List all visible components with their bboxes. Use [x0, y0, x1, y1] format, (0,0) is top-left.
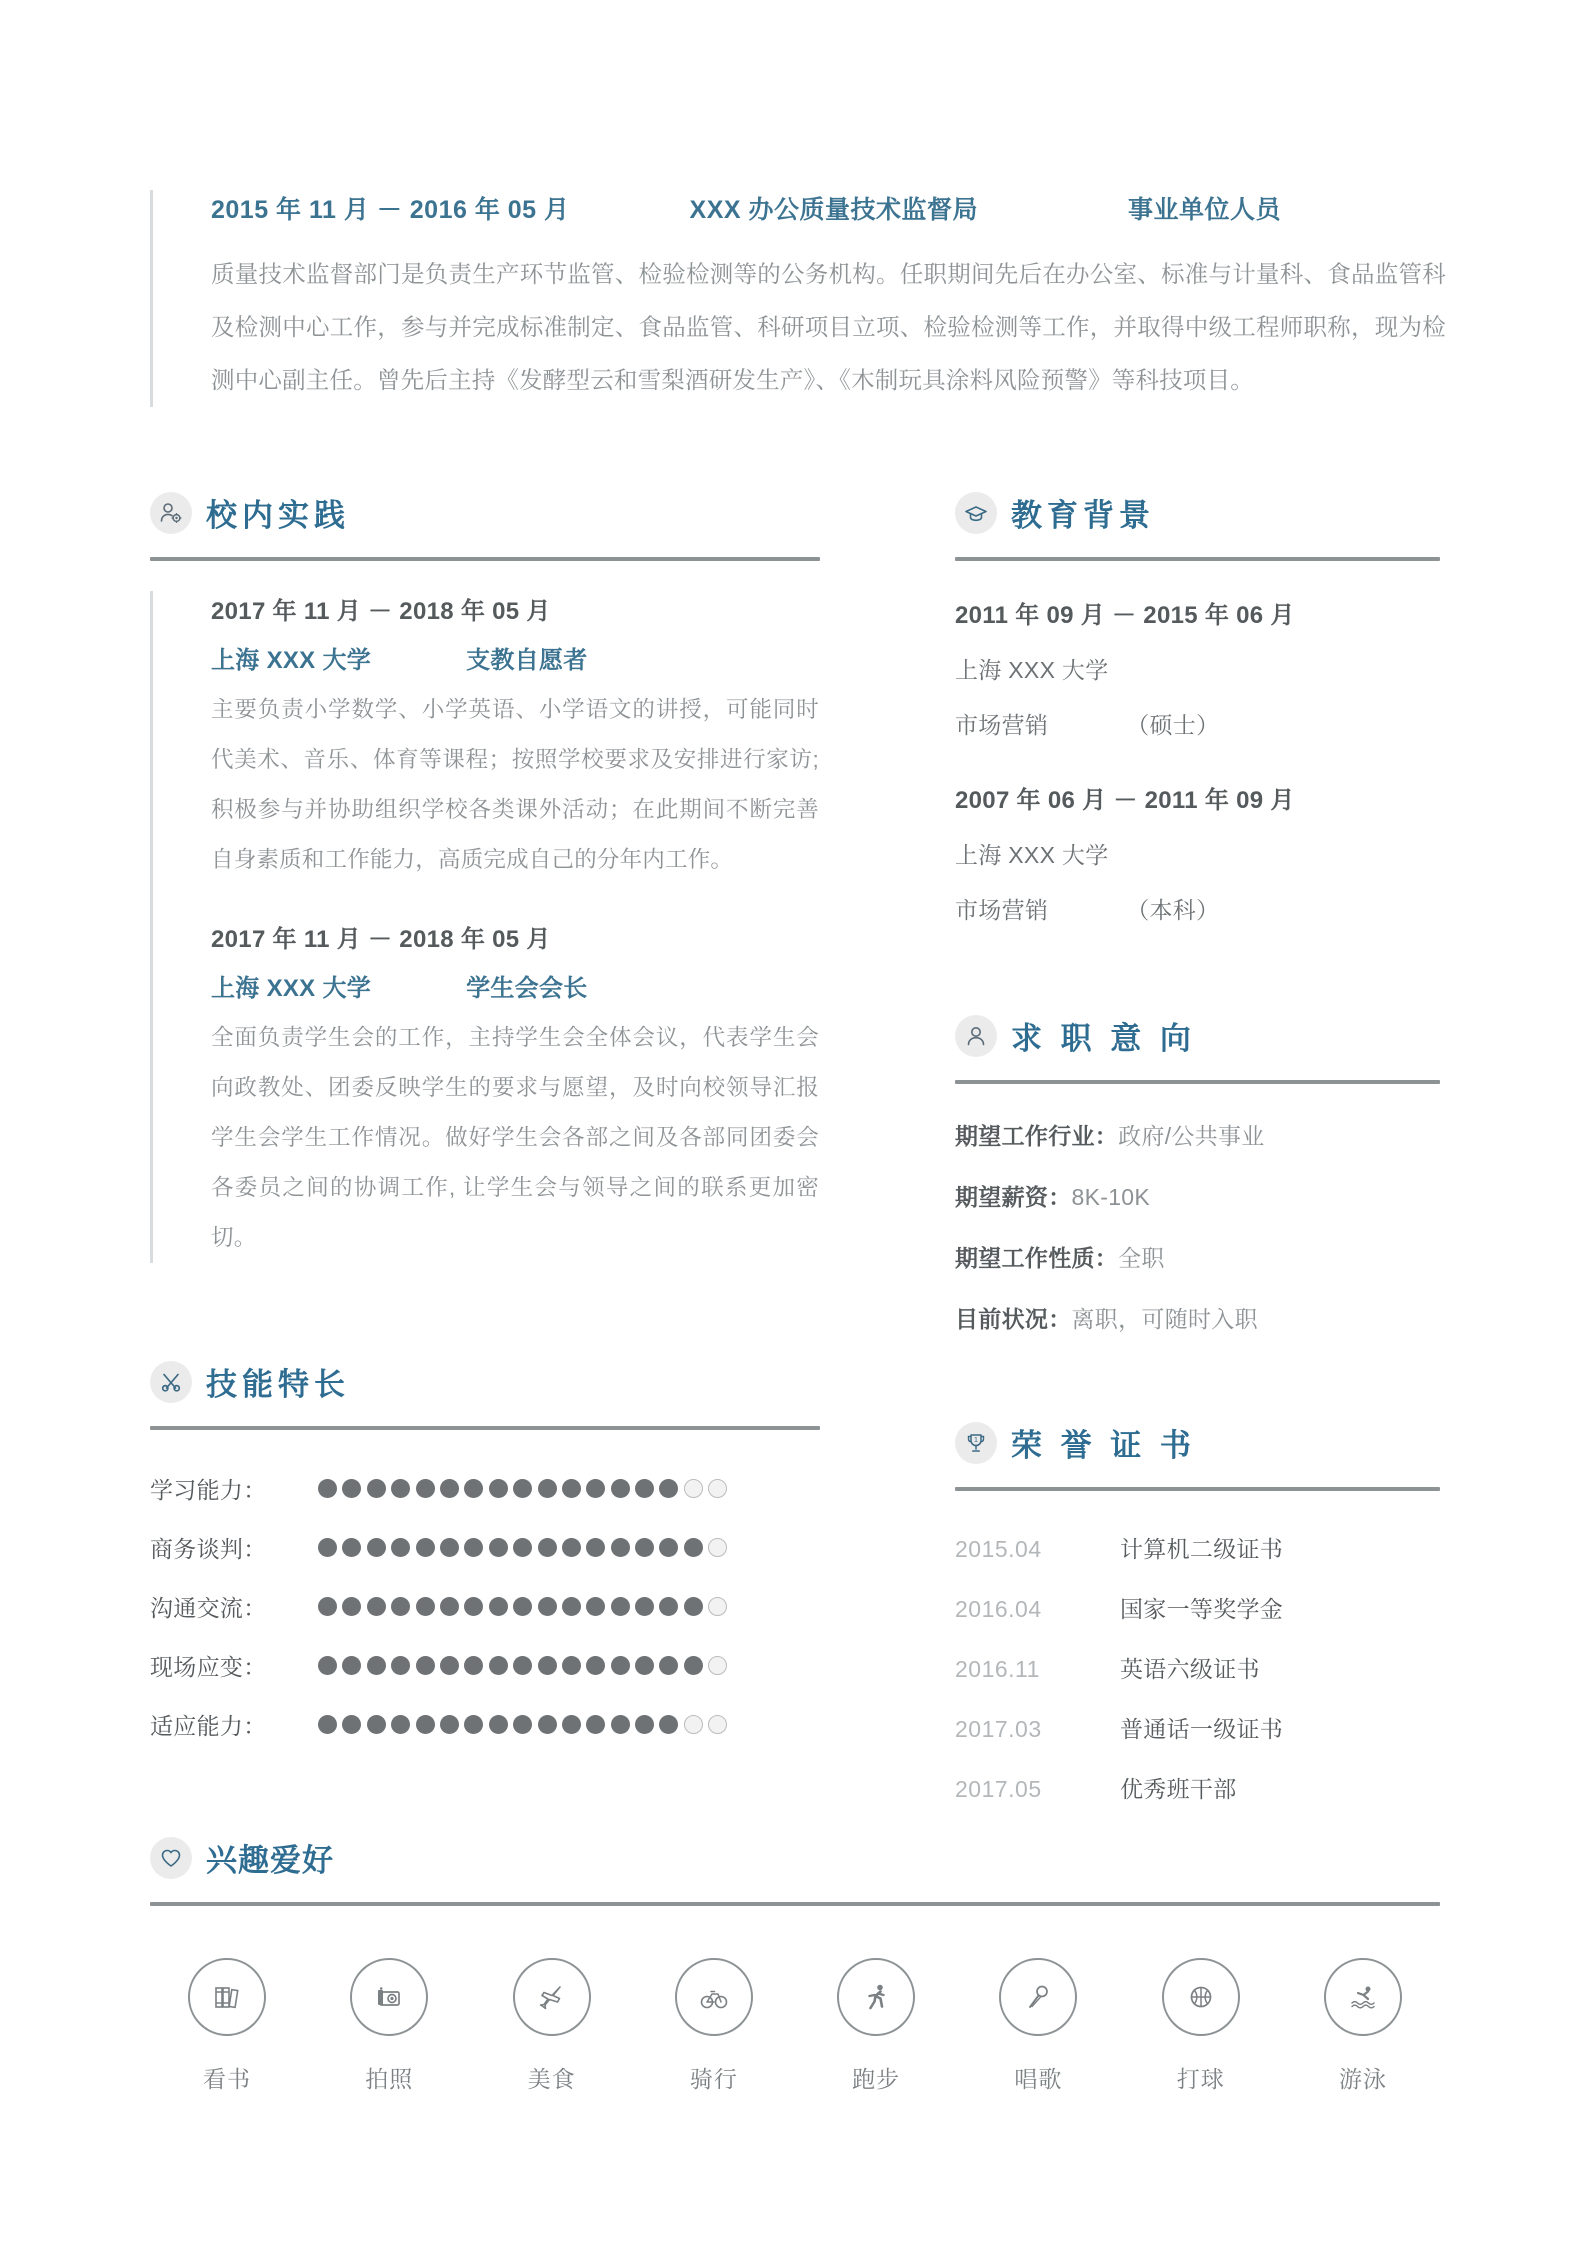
heart-icon — [150, 1837, 192, 1879]
airplane-icon — [513, 1958, 591, 2036]
hobby-label: 美食 — [527, 2066, 576, 2092]
education-major-row — [955, 892, 1440, 925]
work-experience-header — [211, 190, 1440, 226]
education-major-row — [955, 707, 1440, 740]
skill-dot — [659, 1597, 678, 1616]
hobby-label: 骑行 — [689, 2066, 738, 2092]
honor-row — [955, 1531, 1440, 1564]
honor-row — [955, 1591, 1440, 1624]
skill-rating — [318, 1715, 727, 1734]
job-intention-row — [955, 1118, 1440, 1151]
skill-label: 沟通交流： — [150, 1595, 267, 1621]
honor-name: 优秀班干部 — [1120, 1776, 1237, 1802]
job-intention-list — [955, 1118, 1440, 1334]
skill-dot — [513, 1597, 532, 1616]
practice-date: 2017 年 11 月 － 2018 年 05 月 — [211, 926, 551, 953]
job-intention-label: 期望薪资： — [955, 1184, 1072, 1210]
hobby-label: 拍照 — [365, 2066, 414, 2092]
skill-dot — [489, 1538, 508, 1557]
user-gear-icon — [150, 492, 192, 534]
education-list — [955, 595, 1440, 925]
honors-header — [955, 1420, 1440, 1465]
hobby-item — [1136, 1958, 1266, 2094]
education-major: 市场营销 — [955, 897, 1049, 923]
skill-dot — [586, 1715, 605, 1734]
skill-rating — [318, 1479, 727, 1498]
skill-dot — [342, 1479, 361, 1498]
hobby-label: 跑步 — [852, 2066, 901, 2092]
campus-practice-rule — [150, 557, 820, 561]
honor-row — [955, 1771, 1440, 1804]
education-section — [955, 490, 1440, 925]
hobbies-header — [150, 1835, 1440, 1880]
skill-dot — [391, 1597, 410, 1616]
skill-dot — [513, 1715, 532, 1734]
education-degree: （本科） — [1126, 897, 1220, 923]
honor-date: 2017.03 — [955, 1716, 1042, 1742]
skill-dot — [318, 1538, 337, 1557]
skill-dot — [611, 1715, 630, 1734]
skill-dot — [416, 1479, 435, 1498]
practice-role: 支教自愿者 — [466, 647, 588, 674]
practice-description: 全面负责学生会的工作，主持学生会全体会议，代表学生会向政教处、团委反映学生的要求与愿望，及时向校领导汇报学生会学生工作情况。做好学生会各部之间及各部同团委会各委员之间的协调工作, 让学生会与领导之间的联系更加密切。 — [211, 1025, 819, 1250]
skill-dot — [367, 1538, 386, 1557]
skill-dot — [391, 1656, 410, 1675]
honor-date: 2015.04 — [955, 1536, 1042, 1562]
hobby-label: 打球 — [1176, 2066, 1225, 2092]
honors-list — [955, 1531, 1440, 1804]
skill-dot — [318, 1656, 337, 1675]
practice-subheader — [211, 640, 820, 675]
skill-dot — [635, 1656, 654, 1675]
skill-dot — [538, 1538, 557, 1557]
practice-school: 上海 XXX 大学 — [211, 647, 372, 674]
skill-dot — [635, 1597, 654, 1616]
skill-dot — [513, 1538, 532, 1557]
honor-row — [955, 1711, 1440, 1744]
skill-dot — [489, 1597, 508, 1616]
skill-label: 商务谈判： — [150, 1536, 267, 1562]
honor-date: 2016.04 — [955, 1596, 1042, 1622]
person-icon — [955, 1015, 997, 1057]
skill-dot — [342, 1538, 361, 1557]
job-intention-row — [955, 1179, 1440, 1212]
hobby-label: 唱歌 — [1014, 2066, 1063, 2092]
skill-rating — [318, 1597, 727, 1616]
skill-row — [150, 1531, 820, 1564]
job-intention-row — [955, 1240, 1440, 1273]
skill-row — [150, 1708, 820, 1741]
education-header — [955, 490, 1440, 535]
skill-dot — [635, 1479, 654, 1498]
work-experience-block — [150, 190, 1446, 407]
honor-name: 普通话一级证书 — [1120, 1716, 1284, 1742]
skill-dot — [513, 1479, 532, 1498]
honors-rule — [955, 1487, 1440, 1491]
skill-dot — [391, 1538, 410, 1557]
honors-title: 荣 誉 证 书 — [1011, 1428, 1196, 1463]
skill-dot — [367, 1715, 386, 1734]
skills-title: 技能特长 — [206, 1367, 350, 1402]
skill-dot — [367, 1656, 386, 1675]
campus-practice-title: 校内实践 — [206, 498, 350, 533]
books-icon — [188, 1958, 266, 2036]
skill-dot — [440, 1479, 459, 1498]
job-intention-title: 求 职 意 向 — [1011, 1021, 1196, 1056]
job-intention-rule — [955, 1080, 1440, 1084]
job-intention-value: 政府/公共事业 — [1118, 1123, 1265, 1149]
honor-name: 计算机二级证书 — [1120, 1536, 1284, 1562]
skill-dot — [367, 1479, 386, 1498]
job-intention-label: 目前状况： — [955, 1306, 1072, 1332]
skill-dot — [684, 1538, 703, 1557]
hobby-item — [1298, 1958, 1428, 2094]
education-item — [955, 780, 1440, 925]
work-experience-description: 质量技术监督部门是负责生产环节监管、检验检测等的公务机构。任职期间先后在办公室、标准与计量科、食品监管科及检测中心工作，参与并完成标准制定、食品监管、科研项目立项、检验检测等工作，并取得中级工程师职称，现为检测中心副主任。曾先后主持《发酵型云和雪梨酒研发生产》、《木制玩具涂料风险预警》等科技项目。 — [211, 261, 1446, 393]
skill-dot — [440, 1538, 459, 1557]
skill-dot — [586, 1479, 605, 1498]
campus-practice-section — [150, 490, 820, 1263]
skill-dot — [684, 1597, 703, 1616]
hobby-item — [324, 1958, 454, 2094]
skill-label: 现场应变： — [150, 1654, 267, 1680]
skill-dot — [708, 1656, 727, 1675]
job-intention-value: 8K-10K — [1071, 1184, 1151, 1210]
hobbies-section — [150, 1835, 1440, 2094]
basketball-icon — [1162, 1958, 1240, 2036]
skill-dot — [635, 1538, 654, 1557]
skill-dot — [562, 1479, 581, 1498]
skill-dot — [318, 1597, 337, 1616]
education-item — [955, 595, 1440, 740]
skill-dot — [342, 1656, 361, 1675]
skill-dot — [416, 1597, 435, 1616]
skill-dot — [611, 1656, 630, 1675]
skill-rating — [318, 1656, 727, 1675]
job-intention-value: 全职 — [1118, 1245, 1165, 1271]
skill-dot — [684, 1715, 703, 1734]
skill-dot — [538, 1656, 557, 1675]
skill-dot — [416, 1656, 435, 1675]
practice-role: 学生会会长 — [466, 975, 588, 1002]
skill-dot — [659, 1538, 678, 1557]
skills-section — [150, 1359, 820, 1741]
camera-icon — [350, 1958, 428, 2036]
skill-dot — [464, 1597, 483, 1616]
skill-dot — [416, 1538, 435, 1557]
hobby-item — [973, 1958, 1103, 2094]
skill-dot — [464, 1715, 483, 1734]
skill-dot — [659, 1715, 678, 1734]
education-rule — [955, 557, 1440, 561]
microphone-icon — [999, 1958, 1077, 2036]
skill-dot — [440, 1597, 459, 1616]
skill-dot — [538, 1597, 557, 1616]
skill-dot — [513, 1656, 532, 1675]
left-column — [150, 490, 820, 1741]
skill-dot — [586, 1597, 605, 1616]
education-school: 上海 XXX 大学 — [955, 842, 1109, 868]
job-intention-section — [955, 1013, 1440, 1334]
education-degree: （硕士） — [1126, 712, 1220, 738]
job-intention-row — [955, 1301, 1440, 1334]
skill-dot — [464, 1656, 483, 1675]
skill-dot — [342, 1597, 361, 1616]
honor-name: 英语六级证书 — [1120, 1656, 1260, 1682]
skill-dot — [440, 1715, 459, 1734]
skill-dot — [538, 1715, 557, 1734]
skill-dot — [538, 1479, 557, 1498]
swimming-icon — [1324, 1958, 1402, 2036]
skill-dot — [659, 1656, 678, 1675]
skill-dot — [611, 1538, 630, 1557]
trophy-icon — [955, 1422, 997, 1464]
practice-school: 上海 XXX 大学 — [211, 975, 372, 1002]
skill-dot — [489, 1656, 508, 1675]
skill-dot — [611, 1479, 630, 1498]
right-column — [955, 490, 1440, 1804]
skill-dot — [586, 1538, 605, 1557]
skill-dot — [708, 1479, 727, 1498]
skill-dot — [489, 1715, 508, 1734]
skill-row — [150, 1590, 820, 1623]
honor-row — [955, 1651, 1440, 1684]
skill-dot — [489, 1479, 508, 1498]
running-icon — [837, 1958, 915, 2036]
skill-dot — [708, 1538, 727, 1557]
hobby-label: 看书 — [203, 2066, 251, 2092]
skills-rule — [150, 1426, 820, 1430]
education-title: 教育背景 — [1011, 498, 1155, 533]
education-school: 上海 XXX 大学 — [955, 657, 1109, 683]
education-date: 2007 年 06 月 － 2011 年 09 月 — [955, 787, 1295, 814]
skills-list — [150, 1472, 820, 1741]
skill-dot — [611, 1597, 630, 1616]
education-major: 市场营销 — [955, 712, 1049, 738]
work-experience-organization: XXX 办公质量技术监督局 — [689, 196, 979, 224]
skill-dot — [464, 1479, 483, 1498]
skill-row — [150, 1649, 820, 1682]
skill-dot — [391, 1479, 410, 1498]
job-intention-header — [955, 1013, 1440, 1058]
skill-dot — [318, 1479, 337, 1498]
hobby-item — [811, 1958, 941, 2094]
campus-practice-timeline — [150, 591, 820, 1263]
hobby-item — [649, 1958, 779, 2094]
skill-row — [150, 1472, 820, 1505]
skill-dot — [367, 1597, 386, 1616]
skill-label: 适应能力： — [150, 1713, 267, 1739]
graduation-cap-icon — [955, 492, 997, 534]
hobby-item — [162, 1958, 292, 2094]
honor-date: 2016.11 — [955, 1656, 1040, 1682]
honor-name: 国家一等奖学金 — [1120, 1596, 1284, 1622]
job-intention-label: 期望工作行业： — [955, 1123, 1119, 1149]
practice-date: 2017 年 11 月 － 2018 年 05 月 — [211, 598, 551, 625]
job-intention-label: 期望工作性质： — [955, 1245, 1119, 1271]
skill-rating — [318, 1538, 727, 1557]
skill-dot — [635, 1715, 654, 1734]
skill-dot — [562, 1656, 581, 1675]
practice-description: 主要负责小学数学、小学英语、小学语文的讲授，可能同时代美术、音乐、体育等课程；按照学校要求及安排进行家访;积极参与并协助组织学校各类课外活动；在此期间不断完善自身素质和工作能力，高质完成自己的分年内工作。 — [211, 697, 819, 872]
skill-dot — [684, 1656, 703, 1675]
skill-dot — [708, 1597, 727, 1616]
work-experience-role: 事业单位人员 — [1128, 196, 1282, 224]
education-date: 2011 年 09 月 － 2015 年 06 月 — [955, 602, 1295, 629]
campus-practice-item — [211, 919, 820, 1263]
practice-subheader — [211, 968, 820, 1003]
skill-dot — [586, 1656, 605, 1675]
job-intention-value: 离职，可随时入职 — [1071, 1306, 1258, 1332]
skill-dot — [464, 1538, 483, 1557]
skill-dot — [416, 1715, 435, 1734]
skill-dot — [440, 1656, 459, 1675]
skill-dot — [684, 1479, 703, 1498]
skill-dot — [659, 1479, 678, 1498]
svg-text:1: 1 — [973, 1434, 979, 1444]
honor-date: 2017.05 — [955, 1776, 1042, 1802]
skill-dot — [342, 1715, 361, 1734]
work-experience-date: 2015 年 11 月 － 2016 年 05 月 — [211, 196, 570, 224]
skill-dot — [562, 1715, 581, 1734]
skill-dot — [391, 1715, 410, 1734]
campus-practice-item — [211, 591, 820, 885]
hobbies-grid — [150, 1958, 1440, 2094]
hobbies-rule — [150, 1902, 1440, 1906]
hobby-item — [487, 1958, 617, 2094]
campus-practice-header — [150, 490, 820, 535]
bicycle-icon — [675, 1958, 753, 2036]
skill-dot — [318, 1715, 337, 1734]
skill-dot — [562, 1538, 581, 1557]
skill-label: 学习能力： — [150, 1477, 267, 1503]
skill-dot — [708, 1715, 727, 1734]
skill-dot — [562, 1597, 581, 1616]
skills-header — [150, 1359, 820, 1404]
tools-icon — [150, 1361, 192, 1403]
hobby-label: 游泳 — [1338, 2066, 1387, 2092]
honors-section — [955, 1420, 1440, 1804]
hobbies-title: 兴趣爱好 — [206, 1843, 334, 1878]
